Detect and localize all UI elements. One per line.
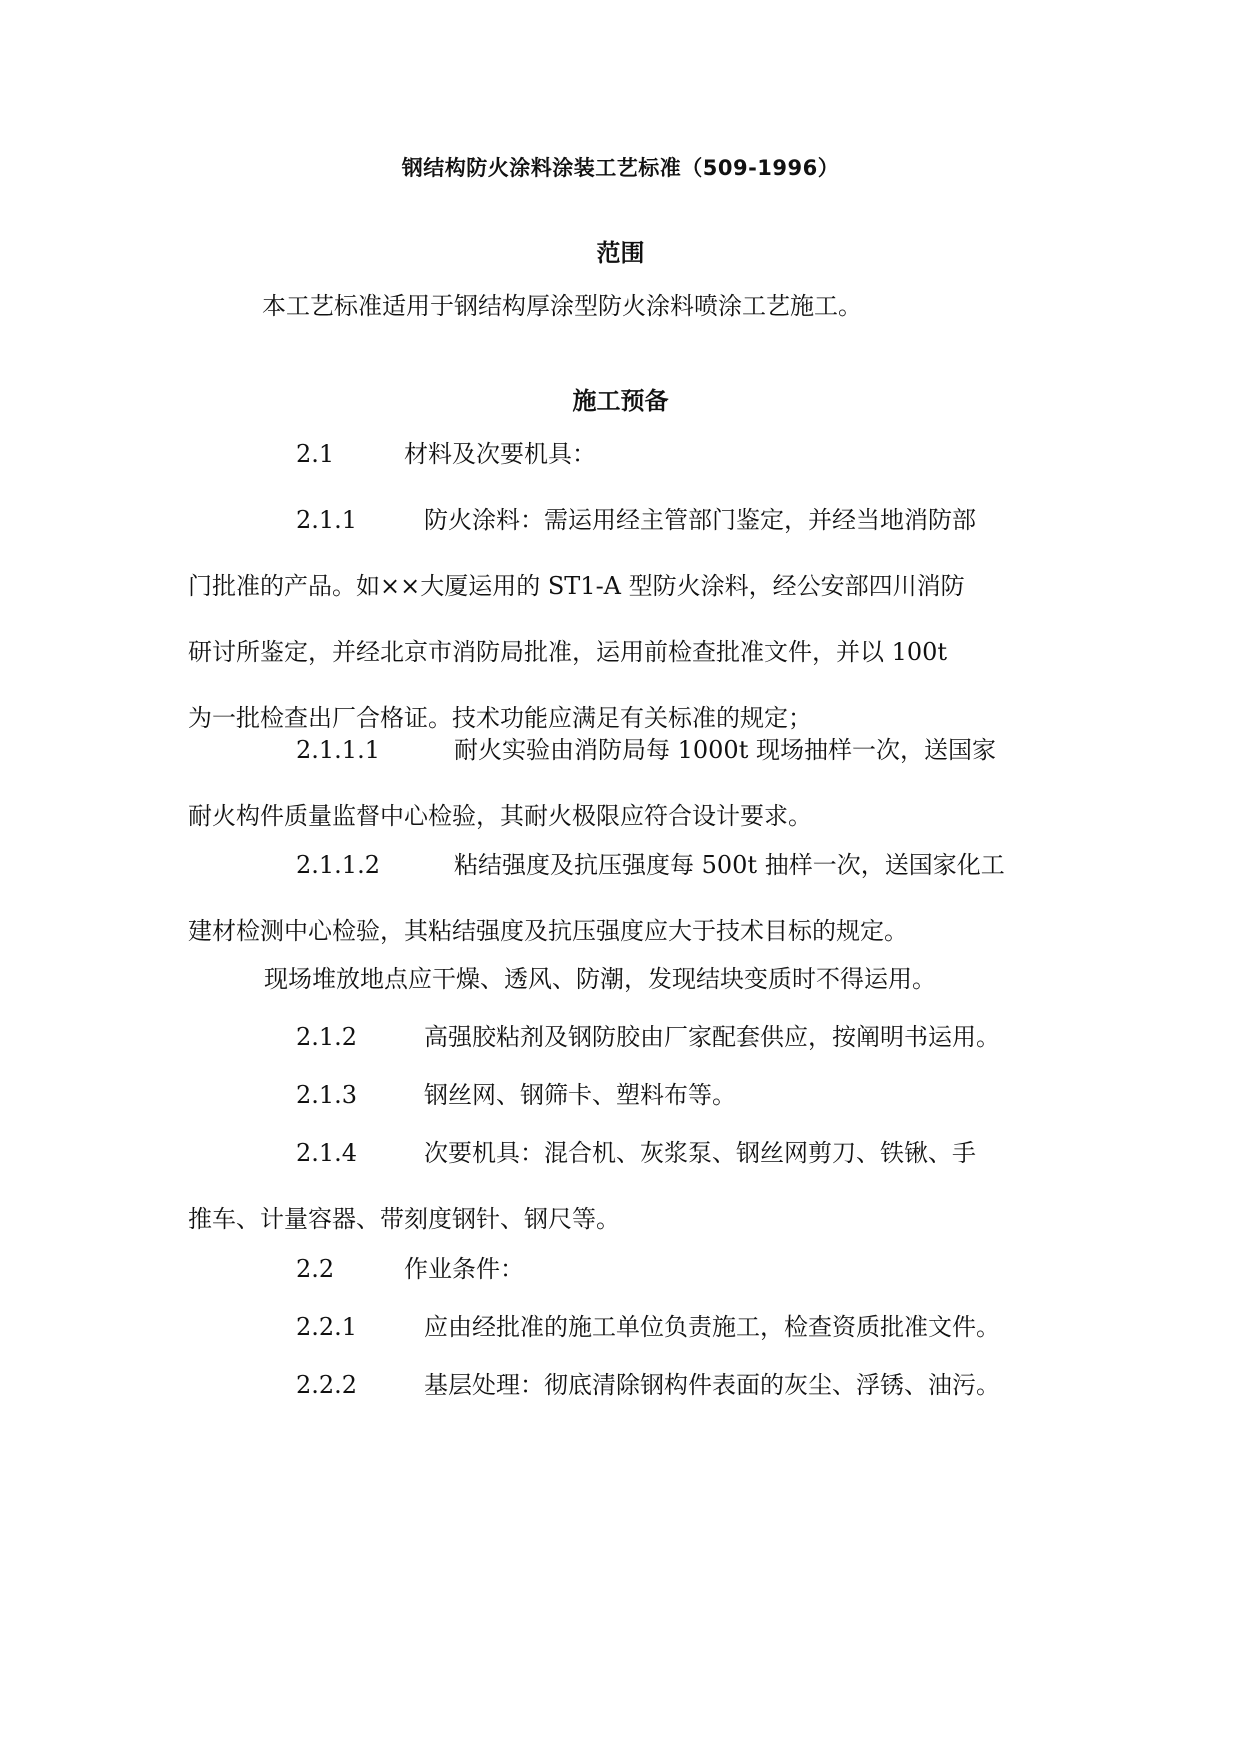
- item-2-1-1-2: [188, 832, 1058, 964]
- item-text: 耐火实验由消防局每 1000t 现场抽样一次，送国家: [454, 736, 996, 764]
- item-text: 作业条件：: [404, 1255, 524, 1283]
- item-text: 次要机具：混合机、灰浆泵、钢丝网剪刀、铁锹、手: [424, 1139, 976, 1167]
- storage-paragraph: 现场堆放地点应干燥、透风、防潮，发现结块变质时不得运用。: [264, 965, 936, 993]
- item-number: 2.1.1.1: [296, 736, 380, 764]
- item-text: 材料及次要机具：: [404, 440, 596, 468]
- item-text-continued: 为一批检查出厂合格证。技术功能应满足有关标准的规定；: [188, 704, 812, 732]
- item-number: 2.2: [296, 1255, 335, 1283]
- item-text-continued: 建材检测中心检验，其粘结强度及抗压强度应大于技术目标的规定。: [188, 917, 908, 945]
- item-2-2-1: [188, 1294, 1058, 1360]
- item-number: 2.1.1: [296, 506, 358, 534]
- item-text-continued: 门批准的产品。如××大厦运用的 ST1-A 型防火涂料，经公安部四川消防: [188, 572, 965, 600]
- item-text: 高强胶粘剂及钢防胶由厂家配套供应，按阐明书运用。: [424, 1023, 1000, 1051]
- item-2-1-1: [188, 487, 1058, 751]
- section-heading-preparation: 施工预备: [572, 387, 669, 415]
- item-text-continued: 推车、计量容器、带刻度钢针、钢尺等。: [188, 1205, 620, 1233]
- section-heading-scope: 范围: [596, 239, 645, 267]
- item-text: 防火涂料：需运用经主管部门鉴定，并经当地消防部: [424, 506, 976, 534]
- item-text: 基层处理：彻底清除钢构件表面的灰尘、浮锈、油污。: [424, 1371, 1000, 1399]
- item-2-1-3: [188, 1062, 1058, 1128]
- item-text: 粘结强度及抗压强度每 500t 抽样一次，送国家化工: [454, 851, 1005, 879]
- item-number: 2.1.4: [296, 1139, 358, 1167]
- item-2-2: [188, 1236, 1058, 1302]
- item-number: 2.1.3: [296, 1081, 358, 1109]
- item-number: 2.1: [296, 440, 335, 468]
- item-text-continued: 研讨所鉴定，并经北京市消防局批准，运用前检查批准文件，并以 100t: [188, 638, 948, 666]
- document-title: 钢结构防火涂料涂装工艺标准（509-1996）: [401, 156, 840, 180]
- item-text: 钢丝网、钢筛卡、塑料布等。: [424, 1081, 736, 1109]
- item-2-1-1-1: [188, 717, 1058, 849]
- item-number: 2.1.2: [296, 1023, 358, 1051]
- item-2-2-2: [188, 1352, 1058, 1418]
- item-2-1-4: [188, 1120, 1058, 1252]
- item-number: 2.2.2: [296, 1371, 358, 1399]
- item-text: 应由经批准的施工单位负责施工，检查资质批准文件。: [424, 1313, 1000, 1341]
- item-text-continued: 耐火构件质量监督中心检验，其耐火极限应符合设计要求。: [188, 802, 812, 830]
- scope-paragraph: 本工艺标准适用于钢结构厚涂型防火涂料喷涂工艺施工。: [262, 292, 862, 320]
- item-2-1-2: [188, 1004, 1058, 1070]
- item-2-1: [188, 421, 1058, 487]
- item-number: 2.1.1.2: [296, 851, 380, 879]
- item-number: 2.2.1: [296, 1313, 358, 1341]
